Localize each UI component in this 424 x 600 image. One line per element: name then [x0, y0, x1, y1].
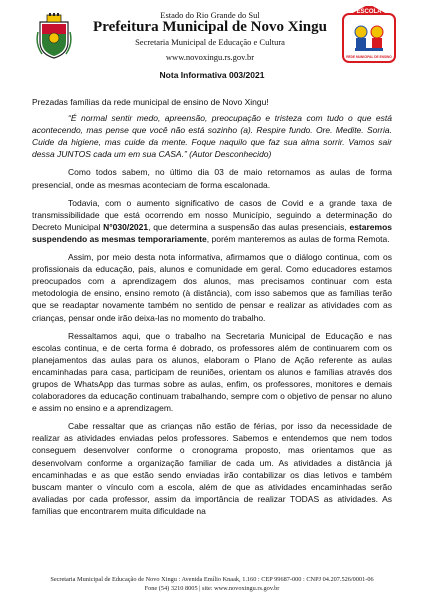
paragraph-2	[32, 197, 392, 245]
school-logo-top-text: ESCOLA	[356, 9, 382, 15]
school-logo-bottom-text: REDE MUNICIPAL DE ENSINO	[346, 55, 392, 59]
header-title: Prefeitura Municipal de Novo Xingu	[93, 19, 327, 35]
suspension-statement: estaremos suspendendo as mesmas temporariamente	[32, 221, 392, 244]
municipal-crest-icon	[36, 12, 72, 60]
header-website: www.novoxingu.rs.gov.br	[165, 52, 255, 62]
epigraph-quote: “É normal sentir medo, apreensão, preocupação e tristeza com tudo o que está acontecendo, mas pense que você não está sozinho (a). Respire fundo. Ore. Medite. Sorria. Cuide da higiene, mas cuide da mente. Foque naquilo que faz sua alma sorrir. Vamos sair dessa JUNTOS cada um em sua CASA.” (Autor Desconhecido)	[32, 113, 392, 160]
decree-number: N°030/2021	[103, 221, 149, 232]
paragraph-2-part-b: , que determina a suspensão das aulas presenciais,	[148, 221, 350, 232]
paragraph-3: Assim, por meio desta nota informativa, afirmamos que o diálogo continua, com os profissionais da educação, pais, alunos e comunidade em geral. Como educadores estamos preocupados com a aprendizagem dos alunos, mas precisamos continuar com esta metodologia de ensino, ensino remoto (à distância), com isso sabemos que as famílias terão que se readaptar novamente também no sentido de pensar e realizar as atividades com as crianças, pensar onde irão deixa-las no momento do trabalho.	[32, 252, 392, 323]
paragraph-4: Ressaltamos aqui, que o trabalho na Secretaria Municipal de Educação e nas escolas continua, e de certa forma é dobrado, os professores além de continuarem com os planejamentos das aulas para os alunos, elaboram o Plano de Ação referente as aulas encaminhadas para casa, participam de reuniões, orientam os alunos e famílias através dos grupos de WhatsApp das turmas sobre as aulas, enfim, os professores, monitores e demais colaboradores da educação continuam trabalhando, sempre com o objetivo de pensar no aluno e assim no ensino e a aprendizagem.	[32, 330, 392, 414]
paragraph-2-part-c: , porém manteremos as aulas de forma Remota.	[206, 233, 390, 244]
paragraph-1: Como todos sabem, no último dia 03 de maio retornamos as aulas de forma presencial, onde as mesmas aconteciam de forma escalonada.	[32, 167, 392, 190]
paragraph-5: Cabe ressaltar que as crianças não estão de férias, por isso da necessidade de realizar as atividades enviadas pelos professores. Sabemos e entendemos que nem todos conseguem desenvolver conforme o cronograma proposto, mas orientamos que as desenvolvam conforme a organização familiar de cada um. As atividades a distância já encaminhadas e as que estão sendo enviadas irão contabilizar os dias letivos e também buscam manter o vínculo com a escola, além de que as atividades encaminhadas serão avaliadas por cada professor, assim da importância de realizar TODAS as atividades. As famílias que encontrarem muita dificuldade na	[32, 421, 392, 516]
greeting: Prezadas famílias da rede municipal de ensino de Novo Xingu!	[32, 97, 269, 107]
paragraph-2-part-a: Todavia, com o aumento significativo de casos de Covid e a grande taxa de transmissibilidade que está ocorrendo em nosso Município, seguindo a determinação do Decreto Municipal	[32, 197, 392, 232]
document-body	[32, 90, 392, 517]
footer-contact: Fone (54) 3210 8005 | site: www.novoxingu.rs.gov.br	[144, 585, 280, 592]
school-network-logo	[341, 6, 397, 66]
header-state: Estado do Rio Grande do Sul	[160, 10, 260, 20]
document-title: Nota Informativa 003/2021	[159, 70, 265, 80]
footer-address: Secretaria Municipal de Educação de Novo Xingu : Avenida Emílio Knaak, 1.160 : CEP 99687-000 : CNPJ 04.207.526/0001-06	[50, 576, 374, 583]
header-subtitle: Secretaria Municipal de Educação e Cultura	[135, 37, 285, 47]
